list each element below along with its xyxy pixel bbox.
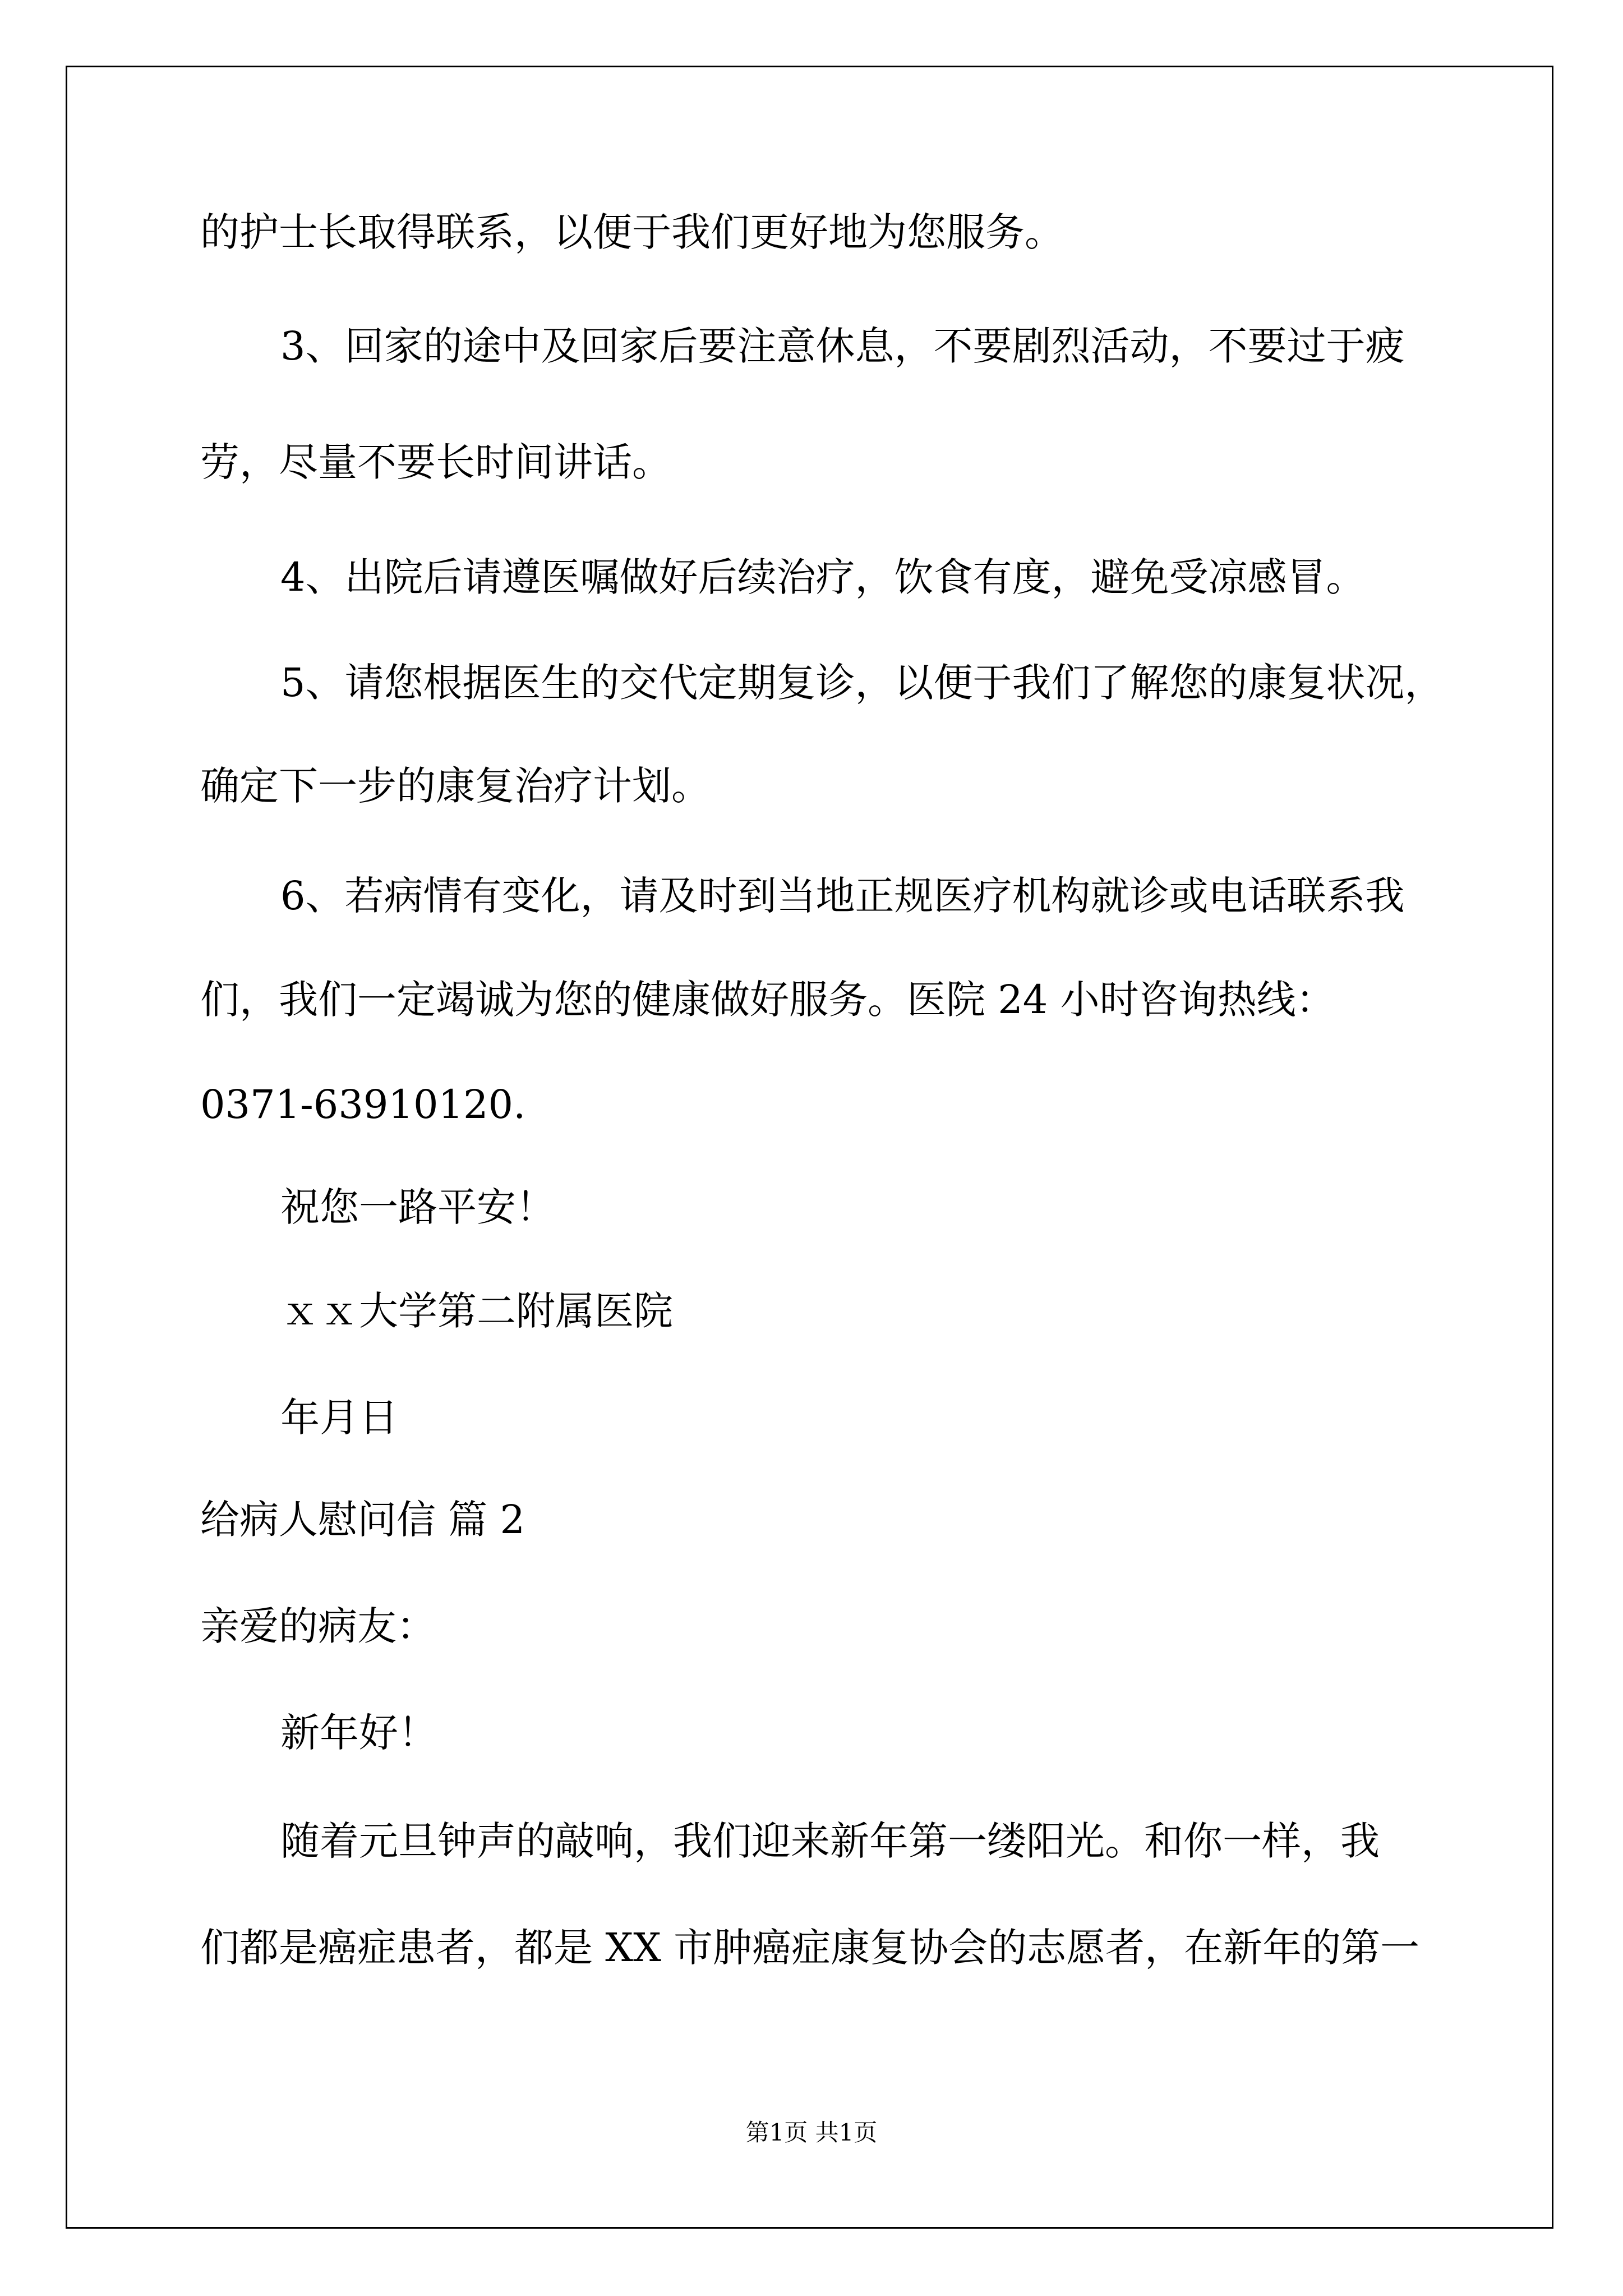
section-heading: 给病人慰问信 篇 2 xyxy=(200,1497,525,1543)
body-line-6: 确定下一步的康复治疗计划。 xyxy=(200,763,711,809)
page-footer: 第1页 共1页 xyxy=(745,2119,878,2146)
body-line-3: 劳，尽量不要长时间讲话。 xyxy=(200,439,671,485)
body-line-17: 们都是癌症患者，都是 XX 市肿癌症康复协会的志愿者，在新年的第一 xyxy=(200,1925,1420,1971)
body-line-1: 的护士长取得联系，以便于我们更好地为您服务。 xyxy=(200,209,1064,255)
body-line-16: 随着元旦钟声的敲响，我们迎来新年第一缕阳光。和你一样，我 xyxy=(280,1818,1380,1864)
body-line-9: 0371-63910120. xyxy=(200,1082,526,1128)
body-line-4: 4、出院后请遵医嘱做好后续治疗，饮食有度，避免受凉感冒。 xyxy=(280,554,1366,600)
salutation: 亲爱的病友： xyxy=(200,1603,436,1649)
body-line-7: 6、若病情有变化，请及时到当地正规医疗机构就诊或电话联系我 xyxy=(280,873,1405,919)
signature-hospital: ｘｘ大学第二附属医院 xyxy=(280,1288,673,1334)
page-border xyxy=(66,66,1553,2229)
body-line-2: 3、回家的途中及回家后要注意休息，不要剧烈活动，不要过于疲 xyxy=(280,323,1405,369)
greeting: 新年好！ xyxy=(280,1710,437,1756)
body-line-5: 5、请您根据医生的交代定期复诊，以便于我们了解您的康复状况， xyxy=(280,660,1444,706)
body-line-8: 们，我们一定竭诚为您的健康做好服务。医院 24 小时咨询热线： xyxy=(200,977,1335,1023)
closing-wish: 祝您一路平安！ xyxy=(280,1184,555,1230)
signature-date: 年月日 xyxy=(280,1395,398,1441)
